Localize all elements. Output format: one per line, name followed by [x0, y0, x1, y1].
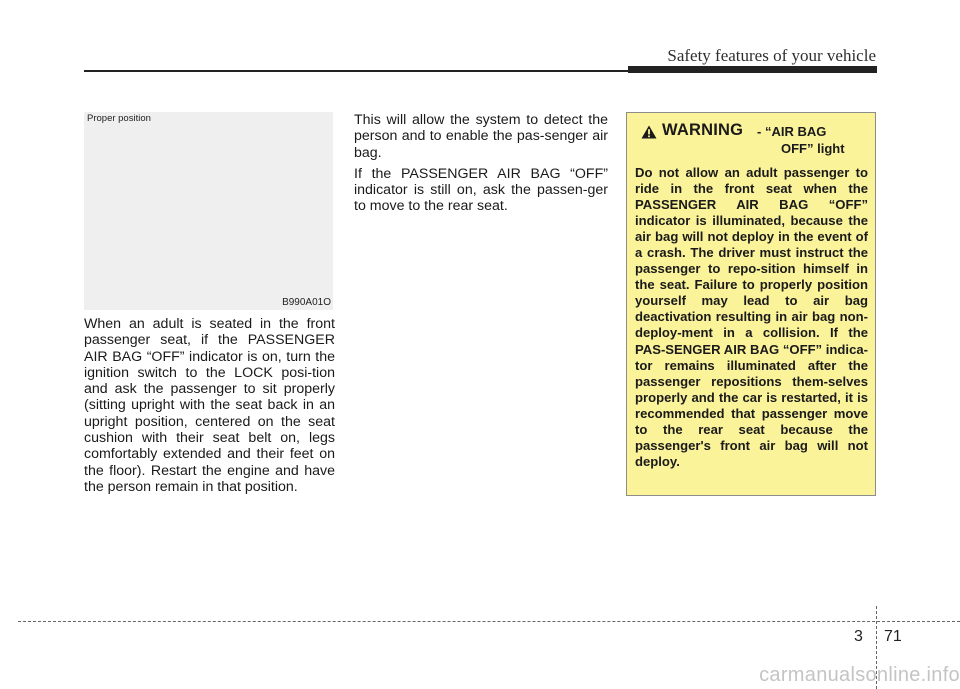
figure-code: B990A01O: [282, 297, 331, 308]
page-number: 71: [884, 628, 902, 645]
watermark: carmanualsonline.info: [759, 664, 960, 686]
warning-box: [626, 112, 876, 496]
column-2-paragraph-1: This will allow the system to detect the person and to enable the pas-senger air bag.: [354, 112, 608, 161]
warning-body: Do not allow an adult passenger to ride in the front seat when the PASSENGER AIR BAG “OFF” indicator is illuminated, because the air bag will not deploy in the event of a crash. The driver must instruct the passenger to repo-sition himself in the seat. Failure to properly position yourself may lead to air bag deactivation resulting in air bag non-deploy-ment in a collision. If the PAS-SENGER AIR BAG “OFF” indica-tor remains illuminated after the passenger repositions them-selves properly and the car is restarted, it is recommended that passenger move to the rear seat because the passenger's front air bag will not deploy.: [635, 165, 868, 469]
warning-triangle-icon: [641, 125, 657, 139]
column-1-paragraph: When an adult is seated in the front passenger seat, if the PASSENGER AIR BAG “OFF” indicator is on, turn the ignition switch to the LOCK posi-tion and ask the passenger to sit properly (sitting upright with the seat back in an upright position, centered on the seat cushion with their seat belt on, legs comfortably extended and their feet on the floor). Restart the engine and have the person remain in that position.: [84, 316, 335, 495]
page-header-title: Safety features of your vehicle: [667, 46, 876, 65]
warning-subtitle-line-1: - “AIR BAG: [757, 124, 827, 139]
column-2-paragraph-2: If the PASSENGER AIR BAG “OFF” indicator is still on, ask the passen-ger to move to the rear seat.: [354, 165, 608, 215]
chapter-number: 3: [854, 628, 863, 645]
header-rule-bold: [628, 66, 877, 73]
illustration-figure: [84, 112, 333, 310]
footer-rule: [18, 621, 960, 622]
figure-label: Proper position: [87, 113, 151, 124]
warning-subtitle-line-2: OFF” light: [781, 141, 845, 156]
header-rule: [84, 70, 628, 72]
column-2-text: [354, 112, 608, 220]
column-1-text: [84, 316, 335, 500]
warning-word: WARNING: [662, 121, 744, 139]
